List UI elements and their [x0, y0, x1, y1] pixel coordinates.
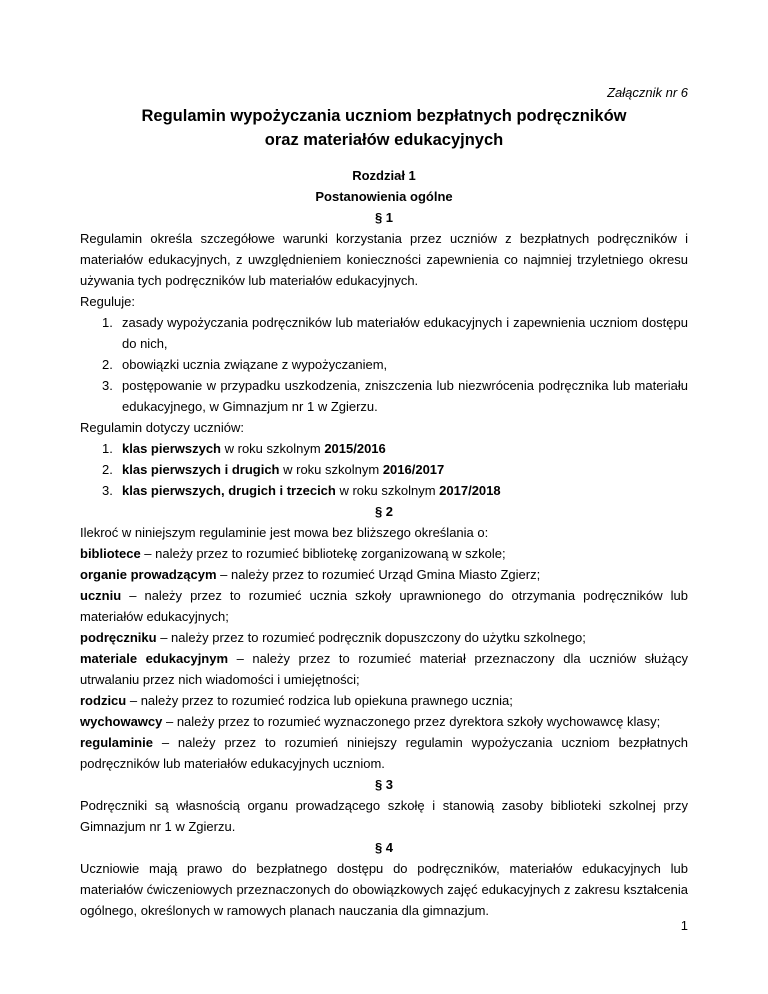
section-1-intro: Regulamin określa szczegółowe warunki korzystania przez uczniów z bezpłatnych podręczników i materiałów edukacyjnych, z uwzględnieniem konieczności zapewnienia co najmniej trzyletniego okresu używania tych podręczników lub materiałów edukacyjnych.	[80, 231, 688, 288]
list-item: 2. klas pierwszych i drugich w roku szkolnym 2016/2017	[102, 462, 445, 477]
definition-item: rodzicu – należy przez to rozumieć rodzica lub opiekuna prawnego ucznia;	[80, 693, 513, 708]
document-body	[80, 165, 688, 921]
section-4-text: Uczniowie mają prawo do bezpłatnego dostępu do podręczników, materiałów edukacyjnych lub materiałów ćwiczeniowych przeznaczonych do obowiązkowych zajęć edukacyjnych z zakresu kształcenia ogólnego, określonych w ramowych planach nauczania dla gimnazjum.	[80, 861, 688, 918]
definition-item: uczniu – należy przez to rozumieć ucznia szkoły uprawnionego do otrzymania podręczników lub materiałów edukacyjnych;	[80, 588, 688, 624]
list-item: 3. klas pierwszych, drugich i trzecich w roku szkolnym 2017/2018	[102, 483, 501, 498]
definition-item: materiale edukacyjnym – należy przez to rozumieć materiał przeznaczony dla uczniów służący utrwalaniu przez nich wiadomości i umiejętności;	[80, 651, 689, 687]
students-list	[80, 438, 688, 501]
chapter-number: Rozdział 1	[352, 168, 416, 183]
section-3-text: Podręczniki są własnością organu prowadzącego szkołę i stanowią zasoby biblioteki szkolnej przy Gimnazjum nr 1 w Zgierzu.	[80, 798, 688, 834]
section-3-heading: § 3	[374, 777, 394, 792]
attachment-label: Załącznik nr 6	[607, 85, 688, 100]
section-2-intro: Ilekroć w niniejszym regulaminie jest mowa bez bliższego określania o:	[80, 525, 489, 540]
chapter-name: Postanowienia ogólne	[315, 189, 453, 204]
list-item: 1. zasady wypożyczania podręczników lub materiałów edukacyjnych i zapewnienia uczniom dostępu do nich,	[102, 315, 688, 351]
dotyczy-label: Regulamin dotyczy uczniów:	[80, 420, 245, 435]
definition-item: podręczniku – należy przez to rozumieć podręcznik dopuszczony do użytku szkolnego;	[80, 630, 586, 645]
list-item: 1. klas pierwszych w roku szkolnym 2015/2016	[102, 441, 386, 456]
document-title	[80, 104, 688, 152]
section-1-heading: § 1	[374, 210, 394, 225]
page-number: 1	[680, 918, 688, 933]
reguluje-label: Reguluje:	[80, 294, 135, 309]
reguluje-list	[80, 312, 688, 417]
title-line-1: Regulamin wypożyczania uczniom bezpłatnych podręczników	[141, 107, 627, 125]
section-4-heading: § 4	[374, 840, 394, 855]
definition-item: organie prowadzącym – należy przez to rozumieć Urząd Gmina Miasto Zgierz;	[80, 567, 541, 582]
list-item: 2. obowiązki ucznia związane z wypożyczaniem,	[102, 357, 388, 372]
title-line-2: oraz materiałów edukacyjnych	[264, 131, 504, 149]
section-2-heading: § 2	[374, 504, 394, 519]
definition-item: regulaminie – należy przez to rozumień niniejszy regulamin wypożyczania uczniom bezpłatnych podręczników lub materiałów edukacyjnych uczniom.	[80, 735, 688, 771]
definition-item: wychowawcy – należy przez to rozumieć wyznaczonego przez dyrektora szkoły wychowawcę klasy;	[80, 714, 661, 729]
definition-item: bibliotece – należy przez to rozumieć bibliotekę zorganizowaną w szkole;	[80, 546, 506, 561]
list-item: 3. postępowanie w przypadku uszkodzenia, zniszczenia lub niezwrócenia podręcznika lub materiału edukacyjnego, w Gimnazjum nr 1 w Zgierzu.	[102, 378, 688, 414]
